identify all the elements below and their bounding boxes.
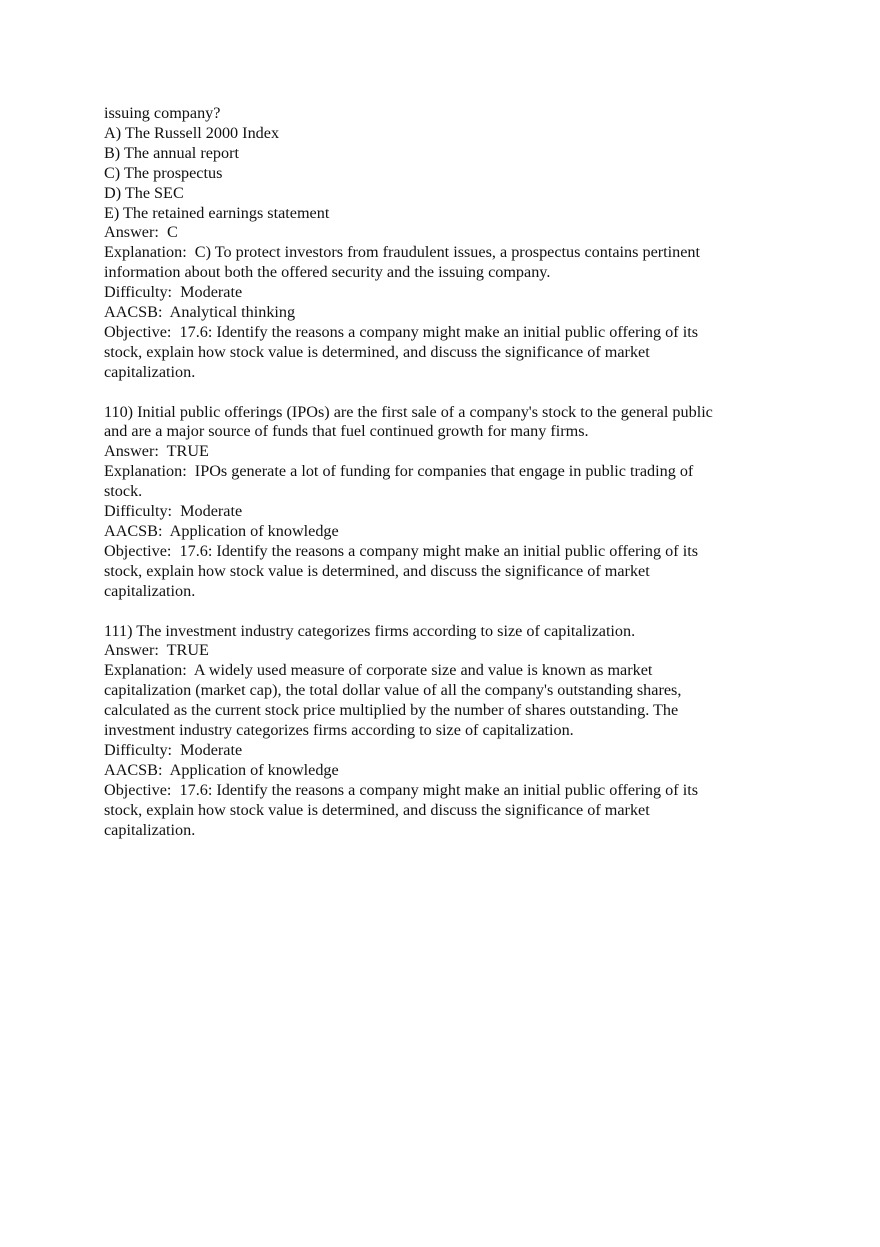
question-110 [104,403,804,602]
question-text: issuing company? [104,104,221,122]
explanation-line: calculated as the current stock price multiplied by the number of shares outstanding. The [104,701,679,720]
explanation-line: Explanation: C) To protect investors from fraudulent issues, a prospectus contains pertinent [104,243,701,262]
block-spacer [104,602,804,622]
aacsb-line: AACSB: Application of knowledge [104,760,339,779]
aacsb-line: AACSB: Application of knowledge [104,522,339,541]
explanation-line: stock. [104,482,143,501]
objective-line: stock, explain how stock value is determined, and discuss the significance of market [104,561,650,580]
question-109 [104,104,804,383]
question-text: 111) The investment industry categorizes firms according to size of capitalization. [104,621,636,640]
explanation-line: Explanation: IPOs generate a lot of funding for companies that engage in public trading of [104,462,694,481]
objective-line: stock, explain how stock value is determined, and discuss the significance of market [104,800,650,819]
question-text: 110) Initial public offerings (IPOs) are the first sale of a company's stock to the general public [104,402,713,421]
objective-line: capitalization. [104,820,196,839]
answer-line: Answer: TRUE [104,442,209,461]
block-spacer [104,383,804,403]
difficulty-line: Difficulty: Moderate [104,502,243,521]
explanation-line: capitalization (market cap), the total dollar value of all the company's outstanding shares, [104,681,682,700]
objective-line: Objective: 17.6: Identify the reasons a company might make an initial public offering of its [104,780,698,799]
objective-line: Objective: 17.6: Identify the reasons a company might make an initial public offering of its [104,322,698,341]
option-e: E) The retained earnings statement [104,203,330,222]
objective-line: stock, explain how stock value is determined, and discuss the significance of market [104,342,650,361]
explanation-line: information about both the offered security and the issuing company. [104,263,551,282]
answer-line: Answer: C [104,223,178,242]
explanation-line: Explanation: A widely used measure of corporate size and value is known as market [104,661,653,680]
question-text: and are a major source of funds that fuel continued growth for many firms. [104,422,589,441]
answer-line: Answer: TRUE [104,641,209,660]
difficulty-line: Difficulty: Moderate [104,740,243,759]
question-111 [104,622,804,841]
option-d: D) The SEC [104,183,184,202]
objective-line: capitalization. [104,581,196,600]
option-a: A) The Russell 2000 Index [104,123,280,142]
objective-line: capitalization. [104,362,196,381]
objective-line: Objective: 17.6: Identify the reasons a company might make an initial public offering of its [104,541,698,560]
explanation-line: investment industry categorizes firms according to size of capitalization. [104,721,574,740]
difficulty-line: Difficulty: Moderate [104,283,243,302]
option-b: B) The annual report [104,143,240,162]
option-c: C) The prospectus [104,163,223,182]
aacsb-line: AACSB: Analytical thinking [104,303,296,322]
document-page [104,104,804,841]
